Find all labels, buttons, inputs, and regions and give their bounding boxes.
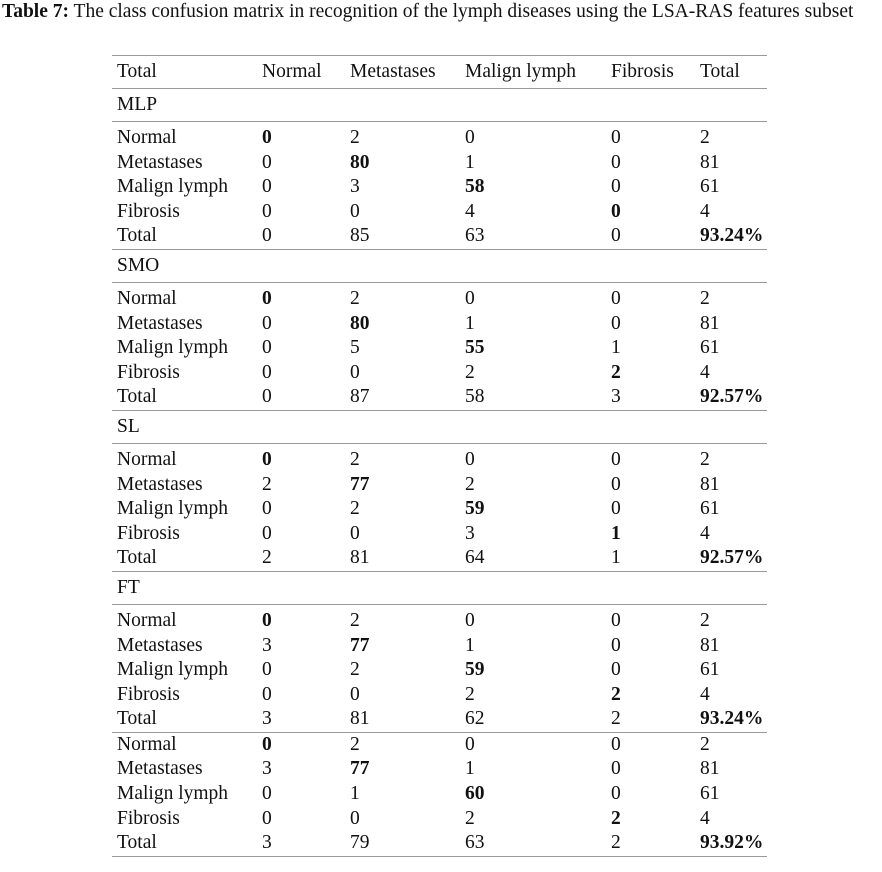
section-header-row: [112, 410, 767, 443]
table-cell: 59: [465, 659, 485, 681]
row-label: Metastases: [117, 758, 203, 780]
total-row: [112, 707, 767, 732]
table-cell: 2: [350, 448, 360, 470]
row-label: Normal: [117, 287, 177, 309]
table-row: [112, 732, 767, 757]
table-cell: 2: [350, 733, 360, 755]
table-cell: 0: [606, 224, 695, 249]
table-cell: 0: [611, 127, 621, 148]
table-cell: 2: [465, 683, 475, 705]
table-cell: 0: [611, 200, 621, 222]
total-row: [112, 385, 767, 410]
row-label: Total: [112, 385, 257, 410]
table-cell: 60: [465, 783, 485, 805]
table-cell: 0: [262, 287, 272, 309]
table-cell: 3: [257, 707, 345, 732]
table-cell: 2: [350, 659, 360, 681]
table-cell: 0: [611, 473, 621, 495]
table-cell: 4: [700, 522, 710, 544]
total-row: [112, 224, 767, 249]
table-cell: 0: [262, 609, 272, 631]
table-cell: 77: [350, 634, 370, 656]
table-cell: 0: [262, 807, 272, 829]
table-cell: 81: [700, 634, 720, 656]
table-cell: 0: [262, 151, 272, 173]
row-label: Total: [112, 831, 257, 856]
table-cell: 81: [700, 151, 720, 173]
table-cell: 2: [700, 127, 710, 148]
table-cell: 55: [465, 337, 485, 359]
row-label: Fibrosis: [117, 683, 180, 705]
table-cell: 2: [606, 831, 695, 856]
table-cell: 61: [700, 783, 720, 805]
table-cell: 3: [606, 385, 695, 410]
table-cell: 0: [611, 287, 621, 309]
table-row: [112, 361, 767, 386]
table-cell: 61: [700, 659, 720, 681]
table-cell: 0: [262, 337, 272, 359]
table-cell: 2: [465, 361, 475, 383]
table-cell: 77: [350, 473, 370, 495]
table-row: [112, 497, 767, 522]
row-label: Fibrosis: [117, 807, 180, 829]
table-cell: 4: [700, 807, 710, 829]
table-cell: 81: [345, 546, 460, 571]
section-header-row: [112, 249, 767, 282]
table-cell: 80: [350, 312, 370, 334]
section-title: SL: [112, 410, 767, 443]
table-cell: 0: [465, 127, 475, 148]
row-label: Metastases: [117, 634, 203, 656]
table-cell: 0: [465, 448, 475, 470]
table-row: [112, 604, 767, 633]
table-cell: 0: [262, 361, 272, 383]
table-cell: 62: [460, 707, 606, 732]
caption-label: Table 7:: [2, 1, 70, 22]
table-cell: 64: [460, 546, 606, 571]
table-cell: 87: [345, 385, 460, 410]
table-cell: 81: [345, 707, 460, 732]
section-title: MLP: [112, 89, 767, 122]
table-body: [112, 56, 767, 857]
row-label: Normal: [117, 609, 177, 631]
table-cell: 4: [465, 200, 475, 222]
table-row: [112, 522, 767, 547]
table-row: [112, 658, 767, 683]
row-label: Malign lymph: [117, 659, 229, 681]
row-label: Malign lymph: [117, 337, 229, 359]
table-cell: 93.24%: [695, 224, 767, 249]
table-cell: 58: [465, 176, 485, 198]
table-header-row: [112, 56, 767, 89]
table-cell: 0: [262, 176, 272, 198]
table-cell: 63: [460, 224, 606, 249]
row-label: Malign lymph: [117, 783, 229, 805]
table-row: [112, 683, 767, 708]
table-row: [112, 336, 767, 361]
header-cell: Metastases: [345, 56, 460, 89]
table-cell: 0: [465, 609, 475, 631]
table-cell: 0: [262, 733, 272, 755]
row-label: Malign lymph: [117, 498, 229, 520]
table-cell: 0: [350, 683, 360, 705]
table-cell: 92.57%: [695, 385, 767, 410]
table-cell: 2: [611, 361, 621, 383]
table-cell: 5: [350, 337, 360, 359]
table-cell: 0: [262, 683, 272, 705]
table-cell: 0: [611, 758, 621, 780]
table-cell: 2: [700, 287, 710, 309]
table-cell: 2: [611, 807, 621, 829]
section-header-row: [112, 89, 767, 122]
row-label: Metastases: [117, 312, 203, 334]
table-cell: 0: [262, 127, 272, 148]
row-label: Fibrosis: [117, 522, 180, 544]
table-cell: 1: [350, 783, 360, 805]
table-cell: 92.57%: [695, 546, 767, 571]
table-cell: 81: [700, 473, 720, 495]
table-cell: 0: [611, 783, 621, 805]
section-title: FT: [112, 571, 767, 604]
header-cell: Normal: [257, 56, 345, 89]
table-cell: 2: [350, 287, 360, 309]
table-cell: 0: [262, 498, 272, 520]
table-cell: 1: [606, 546, 695, 571]
table-cell: 3: [465, 522, 475, 544]
table-cell: 93.24%: [695, 707, 767, 732]
total-row: [112, 546, 767, 571]
table-cell: 3: [262, 634, 272, 656]
table-cell: 0: [611, 498, 621, 520]
row-label: Malign lymph: [117, 176, 229, 198]
row-label: Total: [112, 707, 257, 732]
row-label: Normal: [117, 448, 177, 470]
table-cell: 77: [350, 758, 370, 780]
table-cell: 0: [350, 361, 360, 383]
table-cell: 0: [257, 224, 345, 249]
table-row: [112, 443, 767, 472]
table-cell: 2: [606, 707, 695, 732]
row-label: Total: [112, 224, 257, 249]
table-cell: 3: [262, 758, 272, 780]
table-cell: 2: [262, 473, 272, 495]
table-cell: 59: [465, 498, 485, 520]
table-cell: 85: [345, 224, 460, 249]
row-label: Normal: [117, 733, 177, 755]
table-cell: 2: [700, 609, 710, 631]
table-row: [112, 175, 767, 200]
table-cell: 0: [257, 385, 345, 410]
table-cell: 2: [465, 807, 475, 829]
table-cell: 61: [700, 337, 720, 359]
table-cell: 81: [700, 758, 720, 780]
table-row: [112, 312, 767, 337]
table-row: [112, 200, 767, 225]
table-cell: 2: [611, 683, 621, 705]
confusion-matrix-table: [112, 55, 767, 857]
table-cell: 2: [350, 609, 360, 631]
table-row: [112, 634, 767, 659]
row-label: Metastases: [117, 473, 203, 495]
table-cell: 0: [262, 200, 272, 222]
table-cell: 0: [350, 200, 360, 222]
table-cell: 2: [257, 546, 345, 571]
table-cell: 1: [611, 522, 621, 544]
row-label: Normal: [117, 127, 177, 148]
table-cell: 1: [611, 337, 621, 359]
table-cell: 1: [465, 634, 475, 656]
table-row: [112, 782, 767, 807]
table-row: [112, 757, 767, 782]
table-cell: 0: [611, 659, 621, 681]
table-cell: 58: [460, 385, 606, 410]
table-cell: 0: [611, 733, 621, 755]
table-cell: 80: [350, 151, 370, 173]
caption-text: The class confusion matrix in recognition of the lymph diseases using the LSA-RAS features subset: [69, 1, 854, 22]
table-cell: 2: [350, 127, 360, 148]
table-cell: 0: [611, 312, 621, 334]
table-row: [112, 122, 767, 151]
table-cell: 2: [700, 733, 710, 755]
table-cell: 0: [350, 807, 360, 829]
table-cell: 0: [611, 176, 621, 198]
header-cell: Malign lymph: [460, 56, 606, 89]
row-label: Fibrosis: [117, 361, 180, 383]
table-cell: 1: [465, 151, 475, 173]
table-cell: 81: [700, 312, 720, 334]
table-cell: 0: [611, 609, 621, 631]
header-cell: Total: [695, 56, 767, 89]
table-cell: 0: [262, 659, 272, 681]
header-cell: Fibrosis: [606, 56, 695, 89]
table-cell: 4: [700, 361, 710, 383]
row-label: Fibrosis: [117, 200, 180, 222]
header-cell: Total: [112, 56, 257, 89]
row-label: Total: [112, 546, 257, 571]
table-cell: 0: [465, 287, 475, 309]
table-cell: 61: [700, 176, 720, 198]
table-row: [112, 473, 767, 498]
table-cell: 4: [700, 200, 710, 222]
table-cell: 0: [465, 733, 475, 755]
table-cell: 0: [611, 448, 621, 470]
table-cell: 2: [465, 473, 475, 495]
table-cell: 0: [262, 522, 272, 544]
table-cell: 4: [700, 683, 710, 705]
section-title: SMO: [112, 249, 767, 282]
table-cell: 1: [465, 312, 475, 334]
table-cell: 0: [262, 312, 272, 334]
table-cell: 0: [350, 522, 360, 544]
row-label: Metastases: [117, 151, 203, 173]
table-cell: 0: [262, 448, 272, 470]
table-cell: 3: [257, 831, 345, 856]
table-cell: 2: [700, 448, 710, 470]
table-caption: [2, 0, 880, 24]
total-row: [112, 831, 767, 856]
table-row: [112, 151, 767, 176]
table-cell: 2: [350, 498, 360, 520]
table-cell: 93.92%: [695, 831, 767, 856]
table-cell: 3: [350, 176, 360, 198]
table-cell: 61: [700, 498, 720, 520]
table-row: [112, 282, 767, 311]
table-cell: 0: [611, 151, 621, 173]
table-cell: 63: [460, 831, 606, 856]
table-cell: 1: [465, 758, 475, 780]
table-row: [112, 807, 767, 832]
table-cell: 0: [262, 783, 272, 805]
section-header-row: [112, 571, 767, 604]
table-cell: 79: [345, 831, 460, 856]
table-cell: 0: [611, 634, 621, 656]
